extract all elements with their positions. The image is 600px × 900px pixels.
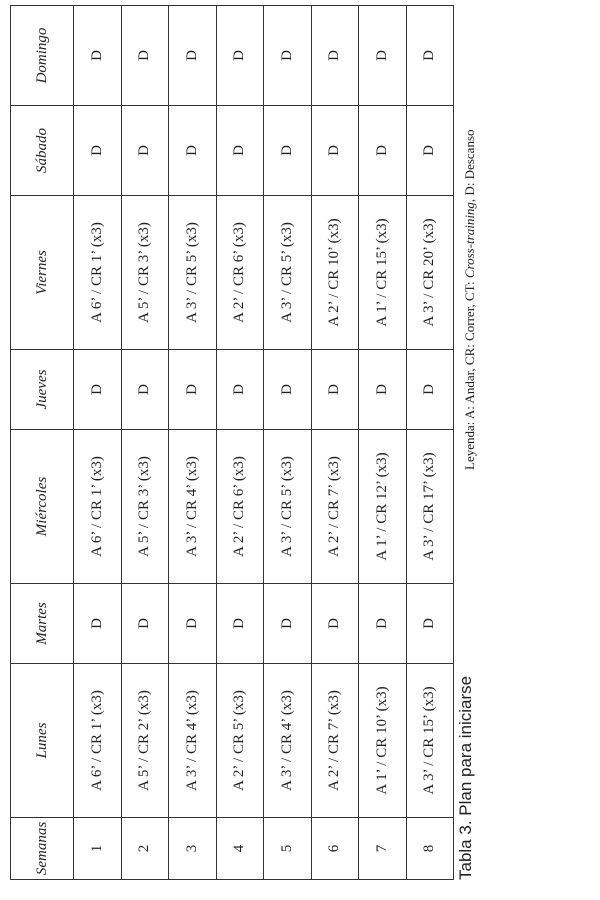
table-cell: 2 [121,818,169,880]
table-cell: A 5’ / CR 3’ (x3) [121,430,169,584]
table-row [359,6,407,880]
table-cell: A 2’ / CR 10’ (x3) [311,196,359,350]
table-cell: D [311,350,359,430]
table-cell: D [74,106,122,196]
table-cell: A 3’ / CR 4’ (x3) [169,664,217,818]
table-cell: A 3’ / CR 17’ (x3) [406,430,454,584]
table-cell: D [121,584,169,664]
table-cell: D [359,584,407,664]
header-jueves: Jueves [11,350,74,430]
table-caption: Tabla 3. Plan para iniciarse [456,675,475,880]
header-martes: Martes [11,584,74,664]
table-cell: D [264,106,312,196]
table-cell: D [74,350,122,430]
header-semanas: Semanas [11,818,74,880]
header-domingo: Domingo [11,6,74,106]
table-cell: A 2’ / CR 6’ (x3) [216,430,264,584]
table-cell: D [74,584,122,664]
table-cell: A 5’ / CR 3’ (x3) [121,196,169,350]
table-cell: D [169,584,217,664]
table-legend [462,129,478,470]
table-cell: 4 [216,818,264,880]
table-row [264,6,312,880]
table-cell: D [216,6,264,106]
table-cell: A 5’ / CR 2’ (x3) [121,664,169,818]
header-lunes: Lunes [11,664,74,818]
table-cell: D [359,106,407,196]
table-cell: A 1’ / CR 12’ (x3) [359,430,407,584]
table-cell: A 2’ / CR 7’ (x3) [311,664,359,818]
table-cell: A 1’ / CR 15’ (x3) [359,196,407,350]
legend-prefix: Leyenda: A: Andar, CR: Correr, CT: [462,278,477,470]
table-cell: A 3’ / CR 5’ (x3) [264,196,312,350]
table-cell: D [406,106,454,196]
table-cell: D [311,584,359,664]
table-cell: D [406,584,454,664]
table-cell: D [216,106,264,196]
table-cell: 3 [169,818,217,880]
header-sabado: Sábado [11,106,74,196]
table-cell: A 1’ / CR 10’ (x3) [359,664,407,818]
table-cell: D [216,584,264,664]
table-cell: A 2’ / CR 6’ (x3) [216,196,264,350]
legend-italic-term: Cross-training [462,202,477,279]
table-cell: D [169,350,217,430]
table-cell: 8 [406,818,454,880]
table-header-row [11,6,74,880]
table-cell: D [169,6,217,106]
table-cell: D [311,106,359,196]
table-cell: A 2’ / CR 5’ (x3) [216,664,264,818]
table-cell: A 3’ / CR 15’ (x3) [406,664,454,818]
table-cell: A 3’ / CR 5’ (x3) [264,430,312,584]
table-cell: 5 [264,818,312,880]
table-row [121,6,169,880]
table-cell: A 2’ / CR 7’ (x3) [311,430,359,584]
header-viernes: Viernes [11,196,74,350]
table-cell: D [121,350,169,430]
table-cell: D [311,6,359,106]
table-cell: 7 [359,818,407,880]
table-row [406,6,454,880]
table-cell: D [74,6,122,106]
table-cell: A 6’ / CR 1’ (x3) [74,196,122,350]
table-cell: D [264,6,312,106]
table-cell: D [169,106,217,196]
header-miercoles: Miércoles [11,430,74,584]
table-cell: A 3’ / CR 4’ (x3) [264,664,312,818]
table-row [311,6,359,880]
table-row [216,6,264,880]
table-cell: 6 [311,818,359,880]
legend-suffix: , D: Descanso [462,129,477,203]
table-cell: D [121,6,169,106]
table-cell: 1 [74,818,122,880]
table-cell: D [406,350,454,430]
table-cell: A 6’ / CR 1’ (x3) [74,664,122,818]
table-cell: D [121,106,169,196]
table-cell: D [359,350,407,430]
table-row [169,6,217,880]
table-cell: D [359,6,407,106]
training-table-frame [10,6,454,880]
table-cell: D [264,350,312,430]
table-cell: A 6’ / CR 1’ (x3) [74,430,122,584]
training-plan-table [10,5,454,880]
table-cell: A 3’ / CR 5’ (x3) [169,196,217,350]
table-cell: D [264,584,312,664]
table-cell: A 3’ / CR 4’ (x3) [169,430,217,584]
table-row [74,6,122,880]
table-cell: A 3’ / CR 20’ (x3) [406,196,454,350]
table-cell: D [406,6,454,106]
table-cell: D [216,350,264,430]
